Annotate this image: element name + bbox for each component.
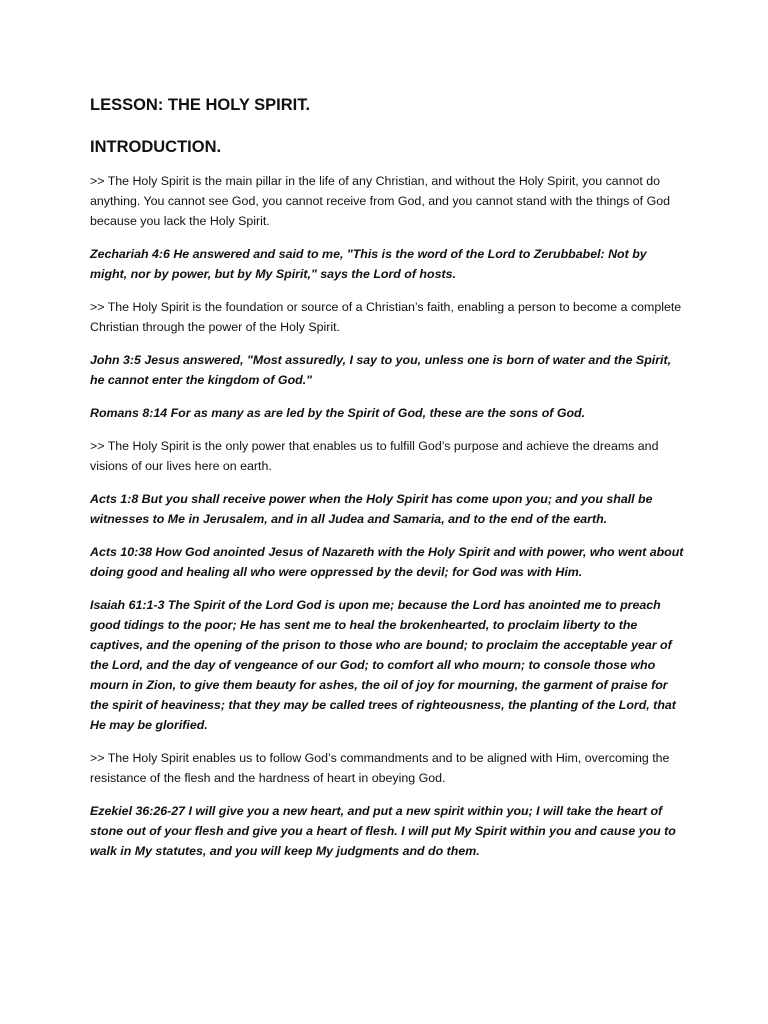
document-page — [90, 93, 686, 874]
lesson-title: LESSON: THE HOLY SPIRIT. — [90, 96, 311, 114]
paragraph-point: >> The Holy Spirit is the only power that enables us to fulfill God’s purpose and achieve the dreams and visions of our lives here on earth. — [90, 439, 659, 473]
paragraph-verse: Isaiah 61:1-3 The Spirit of the Lord God is upon me; because the Lord has anointed me to preach good tidings to the poor; He has sent me to heal the brokenhearted, to proclaim liberty to the captives, and the opening of the prison to those who are bound; to proclaim the acceptable year of the Lord, and the day of vengeance of our God; to comfort all who mourn; to console those who mourn in Zion, to give them beauty for ashes, the oil of joy for mourning, the garment of praise for the spirit of heaviness; that they may be called trees of righteousness, the planting of the Lord, that He may be glorified. — [90, 598, 676, 732]
paragraph-point: >> The Holy Spirit is the foundation or source of a Christian’s faith, enabling a person to become a complete Christian through the power of the Holy Spirit. — [90, 300, 682, 334]
paragraph-verse: Acts 1:8 But you shall receive power when the Holy Spirit has come upon you; and you shall be witnesses to Me in Jerusalem, and in all Judea and Samaria, and to the end of the earth. — [90, 492, 653, 526]
paragraph-point: >> The Holy Spirit enables us to follow God’s commandments and to be aligned with Him, overcoming the resistance of the flesh and the hardness of heart in obeying God. — [90, 751, 670, 785]
section-title: INTRODUCTION. — [90, 138, 222, 156]
paragraph-verse: Zechariah 4:6 He answered and said to me, "This is the word of the Lord to Zerubbabel: Not by might, nor by power, but by My Spirit," says the Lord of hosts. — [90, 247, 647, 281]
paragraph-verse: Acts 10:38 How God anointed Jesus of Nazareth with the Holy Spirit and with power, who went about doing good and healing all who were oppressed by the devil; for God was with Him. — [90, 545, 684, 579]
paragraph-verse: Romans 8:14 For as many as are led by the Spirit of God, these are the sons of God. — [90, 406, 586, 420]
paragraph-verse: John 3:5 Jesus answered, "Most assuredly, I say to you, unless one is born of water and the Spirit, he cannot enter the kingdom of God." — [90, 353, 672, 387]
paragraph-verse: Ezekiel 36:26-27 I will give you a new heart, and put a new spirit within you; I will take the heart of stone out of your flesh and give you a heart of flesh. I will put My Spirit within you and cause you to walk in My statutes, and you will keep My judgments and do them. — [90, 804, 676, 858]
paragraph-point: >> The Holy Spirit is the main pillar in the life of any Christian, and without the Holy Spirit, you cannot do anything. You cannot see God, you cannot receive from God, and you cannot stand with the things of God because you lack the Holy Spirit. — [90, 174, 670, 228]
